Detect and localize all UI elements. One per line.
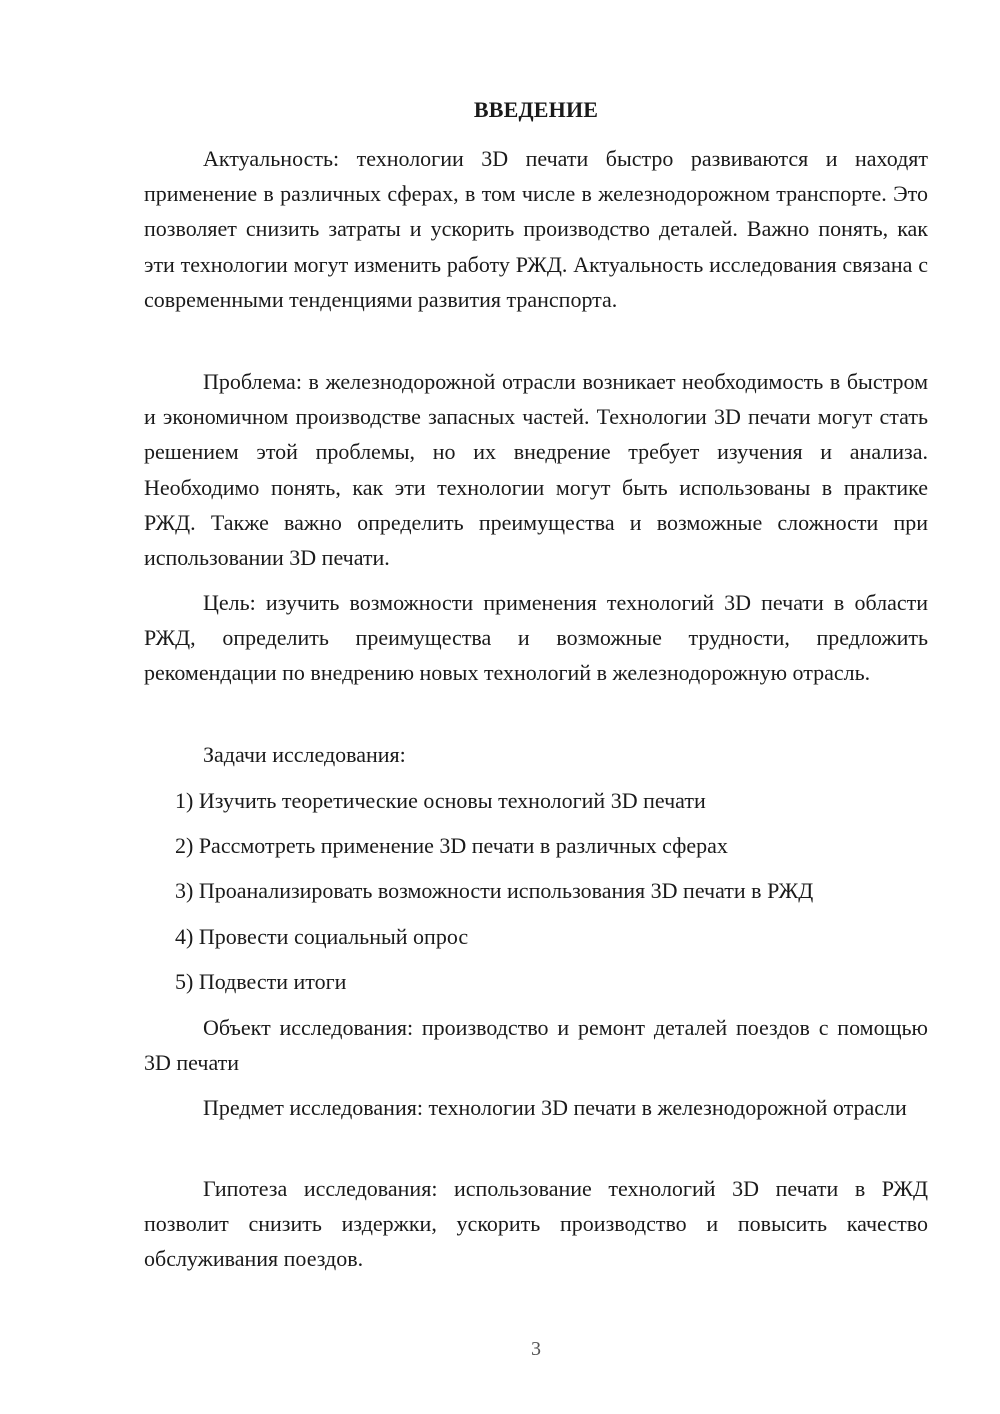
task-item: 3) Проанализировать возможности использования 3D печати в РЖД (175, 878, 814, 903)
task-item: 5) Подвести итоги (175, 969, 347, 994)
paragraph-subject: Предмет исследования: технологии 3D печати в железнодорожной отрасли (203, 1095, 907, 1120)
task-item: 4) Провести социальный опрос (175, 924, 469, 949)
task-item: 2) Рассмотреть применение 3D печати в различных сферах (175, 833, 728, 858)
paragraph-problem: Проблема: в железнодорожной отрасли возникает необходимость в быстром и экономичном производстве запасных частей. Технологии 3D печати могут стать решением этой проблемы, но их внедрение требует изучения и анализа. Необходимо понять, как эти технологии могут быть использованы в практике РЖД. Также важно определить преимущества и возможные сложности при использовании 3D печати. (144, 369, 928, 571)
paragraph-relevance: Актуальность: технологии 3D печати быстро развиваются и находят применение в различных сферах, в том числе в железнодорожном транспорте. Это позволяет снизить затраты и ускорить производство деталей. Важно понять, как эти технологии могут изменить работу РЖД. Актуальность исследования связана с современными тенденциями развития транспорта. (144, 146, 928, 312)
paragraph-goal: Цель: изучить возможности применения технологий 3D печати в области РЖД, определить преимущества и возможные трудности, предложить рекомендации по внедрению новых технологий в железнодорожную отрасль. (144, 590, 928, 686)
tasks-heading: Задачи исследования: (203, 742, 406, 767)
task-item: 1) Изучить теоретические основы технологий 3D печати (175, 788, 706, 813)
page-title: ВВЕДЕНИЕ (473, 97, 599, 122)
page-number: 3 (531, 1338, 541, 1360)
paragraph-object: Объект исследования: производство и ремонт деталей поездов с помощью 3D печати (144, 1015, 928, 1076)
paragraph-hypothesis: Гипотеза исследования: использование технологий 3D печати в РЖД позволит снизить издержки, ускорить производство и повысить качество обслуживания поездов. (144, 1176, 928, 1272)
